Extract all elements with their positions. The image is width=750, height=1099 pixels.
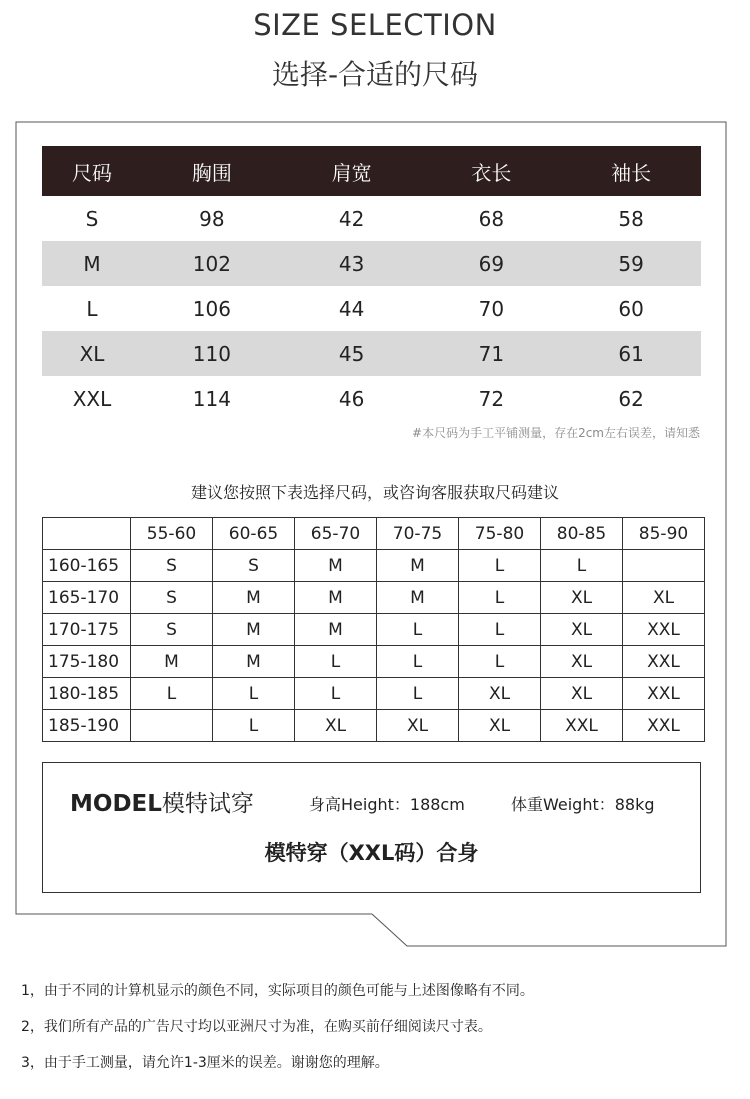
table-cell: XL — [541, 646, 623, 678]
footer-notes — [21, 980, 534, 1088]
table-cell: S — [131, 614, 213, 646]
table-cell: XL — [459, 710, 541, 742]
table-cell: L — [377, 678, 459, 710]
table-cell: XL — [541, 614, 623, 646]
table-cell: L — [377, 614, 459, 646]
model-weight: 体重Weight：88kg — [511, 795, 655, 814]
table-cell: M — [295, 550, 377, 582]
model-title — [70, 785, 254, 818]
size-chart-header-cell: 胸围 — [142, 146, 282, 196]
rec-col-header: 70-75 — [377, 518, 459, 550]
table-cell: 72 — [478, 386, 505, 411]
table-cell: S — [131, 582, 213, 614]
table-cell — [623, 550, 705, 582]
table-cell: 44 — [338, 296, 365, 321]
measurement-note: #本尺码为手工平铺测量，存在2cm左右误差，请知悉 — [412, 426, 700, 440]
table-row — [43, 614, 705, 646]
rec-col-header: 65-70 — [295, 518, 377, 550]
table-cell: M — [377, 582, 459, 614]
table-cell: M — [213, 646, 295, 678]
model-height: 身高Height：188cm — [309, 795, 465, 814]
table-cell: XL — [459, 678, 541, 710]
table-cell: 59 — [561, 241, 701, 286]
size-chart-table — [42, 146, 701, 421]
table-cell: M — [213, 582, 295, 614]
size-chart-header-cell: 肩宽 — [282, 146, 422, 196]
table-row — [43, 710, 705, 742]
table-cell: 45 — [282, 331, 422, 376]
recommendation-title: 建议您按照下表选择尺码，或咨询客服获取尺码建议 — [190, 483, 559, 502]
footer-note-item: 1，由于不同的计算机显示的颜色不同，实际项目的颜色可能与上述图像略有不同。 — [21, 983, 534, 999]
table-row — [42, 286, 701, 331]
rec-row-header: 175-180 — [43, 646, 131, 678]
recommendation-table — [42, 517, 705, 742]
rec-col-header: 80-85 — [541, 518, 623, 550]
size-chart-header-cell: 袖长 — [561, 146, 701, 196]
table-cell: 58 — [618, 206, 644, 231]
table-row — [43, 550, 705, 582]
table-row — [43, 646, 705, 678]
table-cell: 61 — [561, 331, 701, 376]
table-cell: M — [377, 550, 459, 582]
table-cell: 42 — [338, 206, 365, 231]
table-cell: M — [213, 614, 295, 646]
table-cell: L — [459, 550, 541, 582]
table-cell: S — [85, 206, 99, 231]
table-cell: XXL — [541, 710, 623, 742]
table-cell: XXL — [623, 678, 705, 710]
table-cell: 70 — [478, 296, 505, 321]
size-chart-header-row — [42, 146, 701, 196]
table-cell: 71 — [422, 331, 562, 376]
size-chart-header-cell: 尺码 — [42, 146, 142, 196]
table-cell — [131, 710, 213, 742]
table-cell: 98 — [199, 206, 225, 231]
model-info-box — [42, 762, 701, 893]
table-cell: L — [541, 550, 623, 582]
rec-row-header: 180-185 — [43, 678, 131, 710]
model-title-text: 模特试穿 — [161, 791, 254, 817]
table-cell: 114 — [192, 386, 231, 411]
rec-row-header: 170-175 — [43, 614, 131, 646]
rec-row-header: 165-170 — [43, 582, 131, 614]
table-row — [43, 582, 705, 614]
table-cell: XXL — [623, 646, 705, 678]
model-title-bold: MODEL — [70, 791, 162, 817]
table-cell: L — [459, 646, 541, 678]
table-cell: 68 — [478, 206, 505, 231]
table-cell: 60 — [618, 296, 644, 321]
table-cell: S — [213, 550, 295, 582]
table-cell: L — [86, 296, 98, 321]
table-cell: XXL — [623, 614, 705, 646]
table-cell: S — [131, 550, 213, 582]
table-cell: L — [459, 614, 541, 646]
table-cell: 102 — [142, 241, 282, 286]
table-cell: XXL — [72, 386, 112, 411]
table-cell: XL — [295, 710, 377, 742]
table-row — [42, 376, 701, 421]
table-cell: 62 — [618, 386, 644, 411]
table-cell: L — [131, 678, 213, 710]
table-cell: 69 — [422, 241, 562, 286]
table-cell: M — [295, 614, 377, 646]
table-row — [42, 196, 701, 241]
rec-row-header: 185-190 — [43, 710, 131, 742]
rec-col-header: 60-65 — [213, 518, 295, 550]
table-cell: XL — [541, 582, 623, 614]
table-cell: 110 — [142, 331, 282, 376]
rec-col-header: 85-90 — [623, 518, 705, 550]
page-title-en: SIZE SELECTION — [253, 8, 497, 42]
table-cell: L — [295, 678, 377, 710]
size-chart-header-cell: 衣长 — [422, 146, 562, 196]
table-cell: L — [213, 710, 295, 742]
rec-row-header: 160-165 — [43, 550, 131, 582]
table-cell: L — [213, 678, 295, 710]
table-row — [42, 331, 701, 376]
table-cell: L — [295, 646, 377, 678]
rec-corner-cell — [43, 518, 131, 550]
table-cell: XXL — [623, 710, 705, 742]
table-cell: L — [377, 646, 459, 678]
table-cell: XL — [623, 582, 705, 614]
table-cell: M — [131, 646, 213, 678]
table-cell: XL — [42, 331, 142, 376]
table-cell: 43 — [282, 241, 422, 286]
page-title-cn: 选择-合适的尺码 — [271, 58, 479, 91]
rec-header-row — [43, 518, 705, 550]
rec-col-header: 75-80 — [459, 518, 541, 550]
table-cell: M — [295, 582, 377, 614]
table-row — [42, 241, 701, 286]
table-cell: XL — [377, 710, 459, 742]
table-cell: XL — [541, 678, 623, 710]
table-row — [43, 678, 705, 710]
model-wear-size: 模特穿（XXL码）合身 — [264, 841, 479, 865]
table-cell: L — [459, 582, 541, 614]
table-cell: 106 — [192, 296, 231, 321]
rec-col-header: 55-60 — [131, 518, 213, 550]
footer-note-item: 2，我们所有产品的广告尺寸均以亚洲尺寸为准，在购买前仔细阅读尺寸表。 — [21, 1019, 492, 1035]
table-cell: M — [42, 241, 142, 286]
table-cell: 46 — [338, 386, 365, 411]
footer-note-item: 3，由于手工测量，请允许1-3厘米的误差。谢谢您的理解。 — [21, 1055, 389, 1071]
